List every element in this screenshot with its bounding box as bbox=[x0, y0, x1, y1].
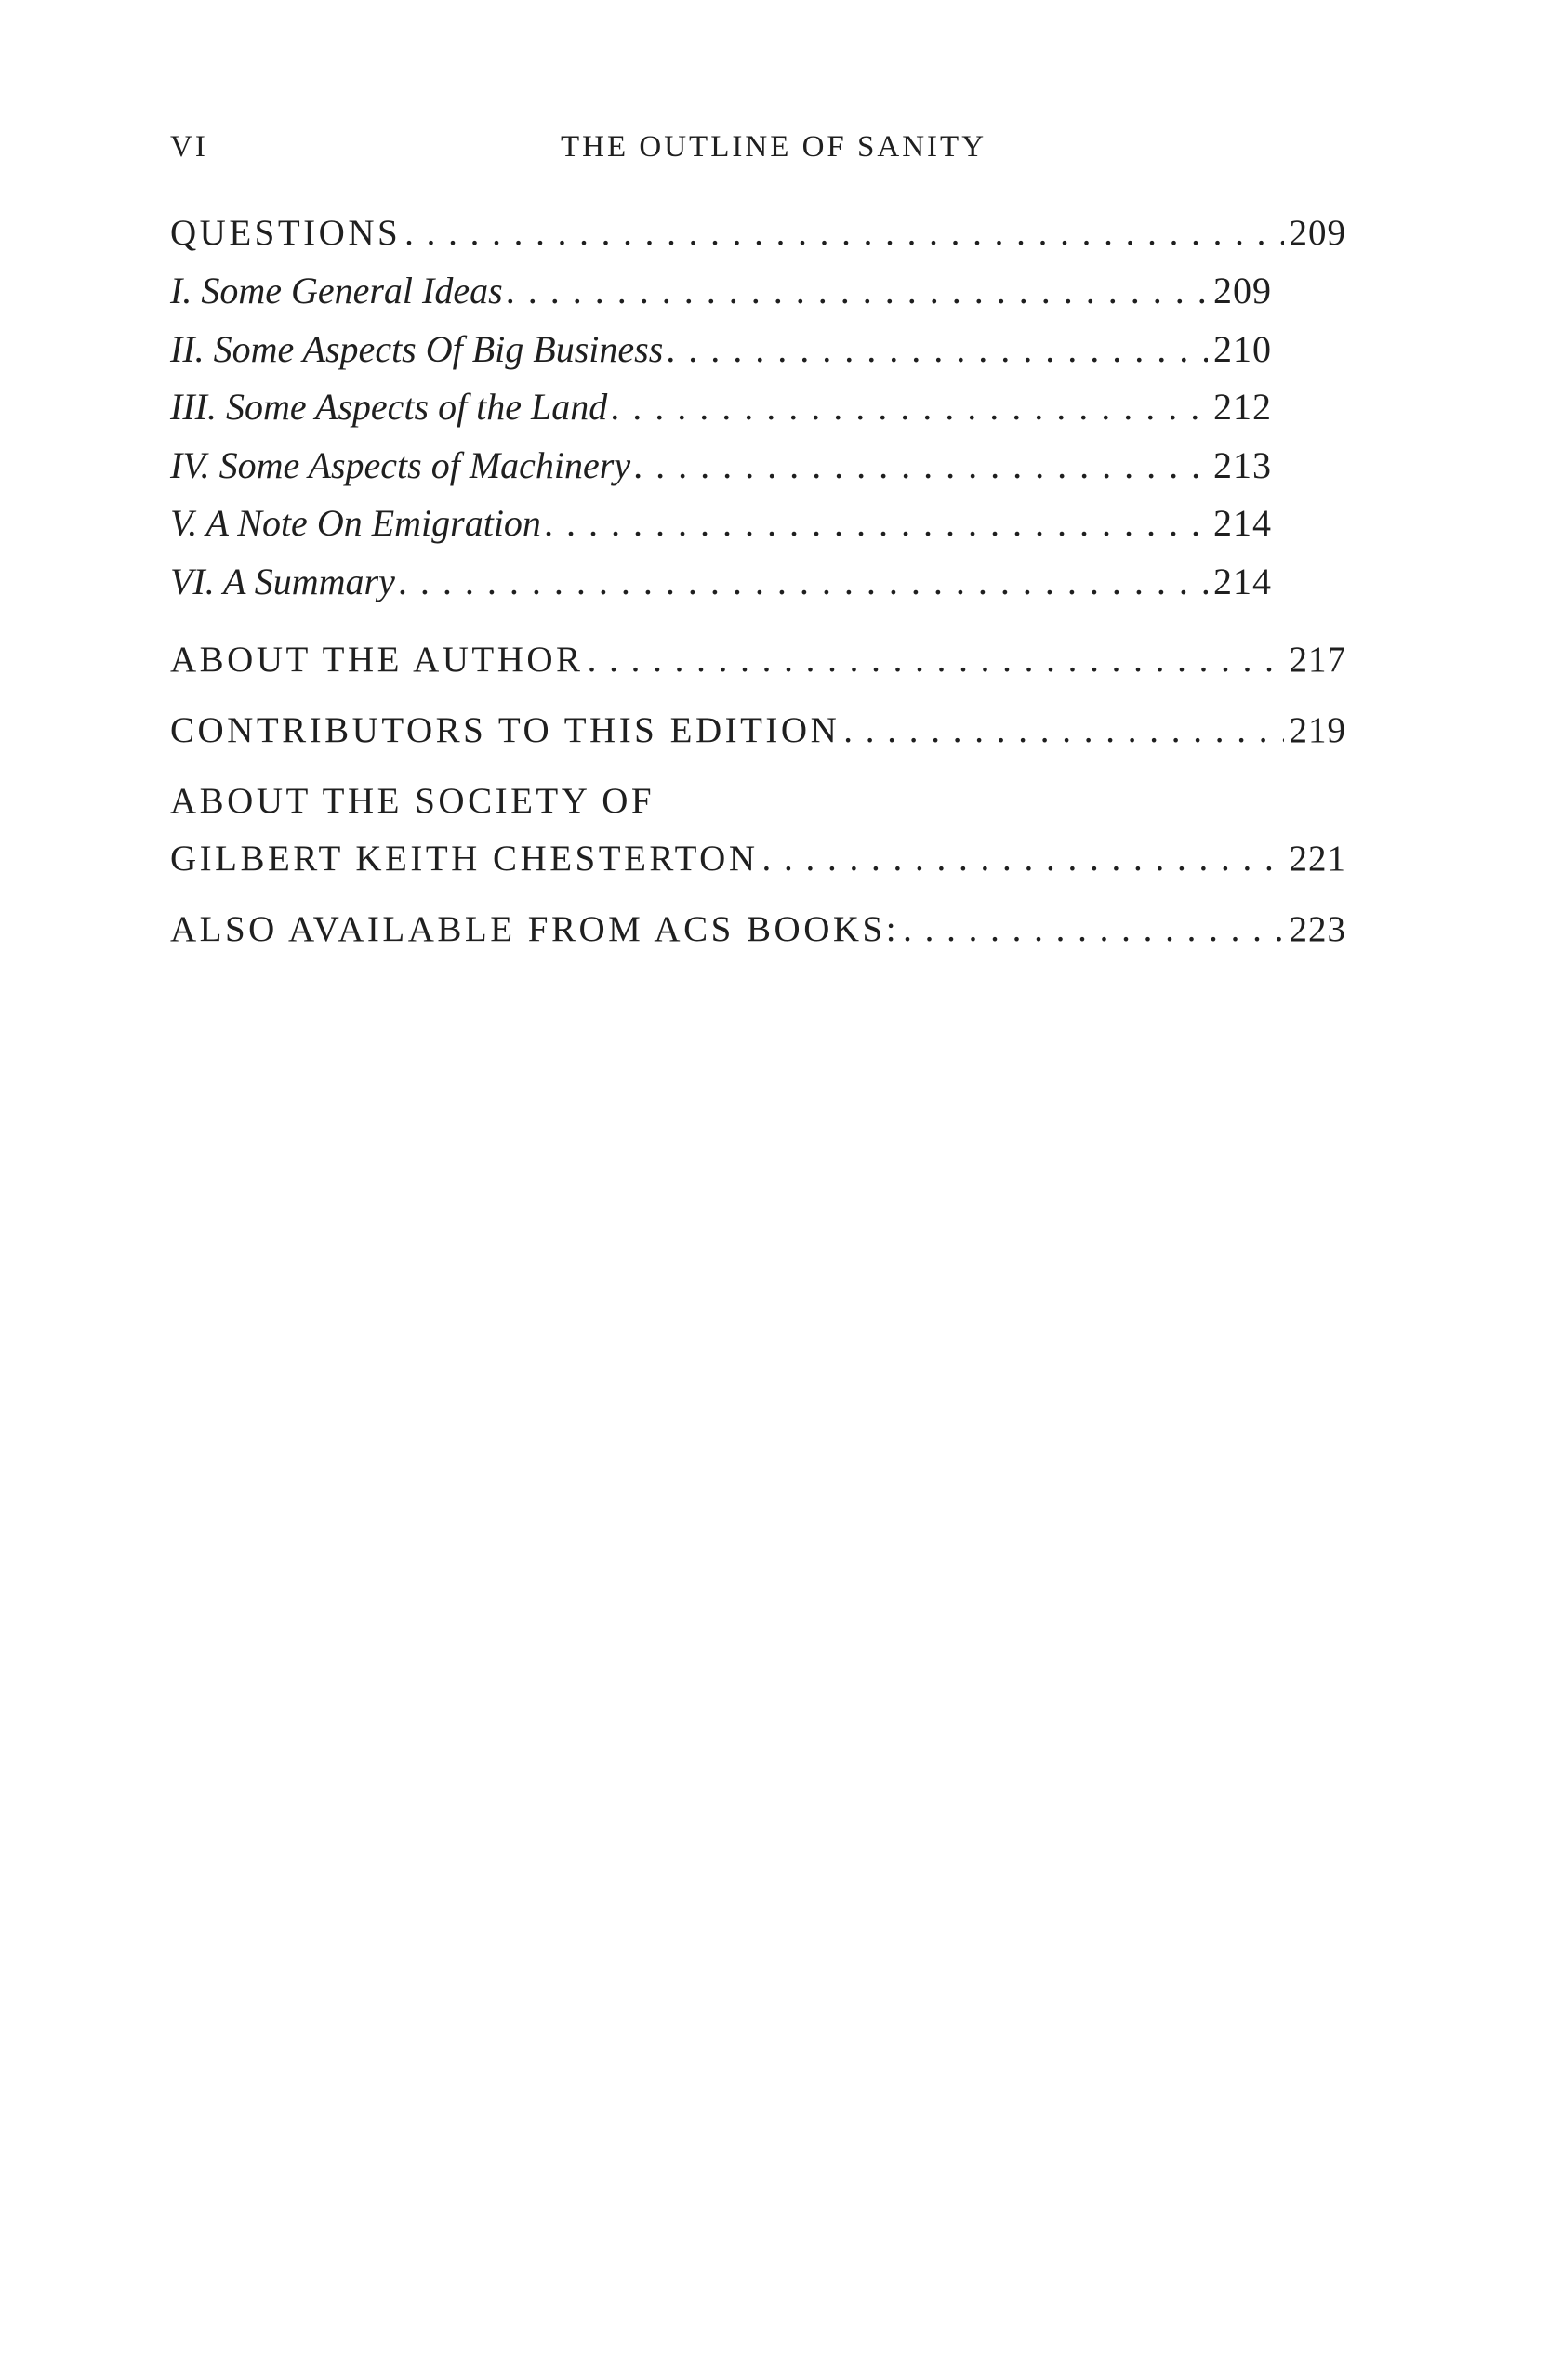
toc-page-number: 209 bbox=[1213, 270, 1272, 311]
running-head bbox=[170, 128, 1346, 165]
spacer bbox=[170, 760, 1346, 773]
dot-leader bbox=[611, 378, 1208, 437]
toc-entry-label-line2-row bbox=[170, 830, 1346, 888]
toc-page-number: 223 bbox=[1289, 909, 1346, 949]
dot-leader bbox=[588, 631, 1284, 689]
dot-leader bbox=[507, 262, 1208, 321]
toc-entry-questions[interactable] bbox=[170, 205, 1346, 262]
dot-leader bbox=[667, 321, 1208, 379]
dot-leader bbox=[545, 495, 1208, 553]
dot-leader bbox=[843, 702, 1283, 760]
toc-subentry-label: V. A Note On Emigration bbox=[170, 502, 541, 544]
toc-subentry-label: VI. A Summary bbox=[170, 560, 395, 602]
toc-subentry[interactable] bbox=[170, 321, 1272, 379]
toc-entry-also-available[interactable] bbox=[170, 901, 1346, 959]
toc-page-number: 212 bbox=[1213, 386, 1272, 428]
toc-entry-contributors[interactable] bbox=[170, 702, 1346, 760]
toc-page-number: 217 bbox=[1289, 640, 1346, 680]
toc-entry-label: ALSO AVAILABLE FROM ACS BOOKS: bbox=[170, 909, 900, 949]
toc-page-number: 210 bbox=[1213, 327, 1272, 370]
toc-entry-label-line1: ABOUT THE SOCIETY OF bbox=[170, 781, 655, 821]
dot-leader bbox=[903, 901, 1283, 959]
toc-page-number: 209 bbox=[1289, 213, 1346, 253]
toc-subentry[interactable] bbox=[170, 495, 1272, 553]
toc-subentry-label: III. Some Aspects of the Land bbox=[170, 386, 608, 428]
toc-subentry[interactable] bbox=[170, 262, 1272, 321]
toc-page-number: 214 bbox=[1213, 560, 1272, 602]
toc-page-number: 221 bbox=[1289, 839, 1346, 879]
dot-leader bbox=[634, 437, 1208, 496]
toc-entry-label-line2: GILBERT KEITH CHESTERTON bbox=[170, 839, 759, 879]
running-title: THE OUTLINE OF SANITY bbox=[561, 130, 987, 164]
spacer bbox=[170, 689, 1346, 702]
toc-subentry[interactable] bbox=[170, 378, 1272, 437]
table-of-contents bbox=[170, 205, 1346, 959]
toc-entry-label: CONTRIBUTORS TO THIS EDITION bbox=[170, 710, 841, 750]
toc-entry-label: QUESTIONS bbox=[170, 213, 402, 253]
spacer bbox=[170, 611, 1346, 631]
toc-page-number: 213 bbox=[1213, 443, 1272, 486]
toc-entry-about-author[interactable] bbox=[170, 631, 1346, 689]
toc-page-number: 214 bbox=[1213, 502, 1272, 544]
toc-subentry-label: I. Some General Ideas bbox=[170, 270, 503, 311]
page-folio: VI bbox=[170, 130, 208, 164]
dot-leader bbox=[762, 830, 1284, 888]
toc-subentry-label: IV. Some Aspects of Machinery bbox=[170, 443, 631, 486]
toc-page-number: 219 bbox=[1289, 710, 1346, 750]
toc-entry-label: ABOUT THE AUTHOR bbox=[170, 640, 584, 680]
spacer bbox=[170, 888, 1346, 901]
toc-subentry[interactable] bbox=[170, 553, 1272, 612]
dot-leader bbox=[399, 553, 1208, 612]
toc-subentry-label: II. Some Aspects Of Big Business bbox=[170, 327, 664, 370]
toc-subentry[interactable] bbox=[170, 437, 1272, 496]
toc-entry-about-society[interactable] bbox=[170, 773, 1346, 888]
dot-leader bbox=[404, 205, 1283, 262]
